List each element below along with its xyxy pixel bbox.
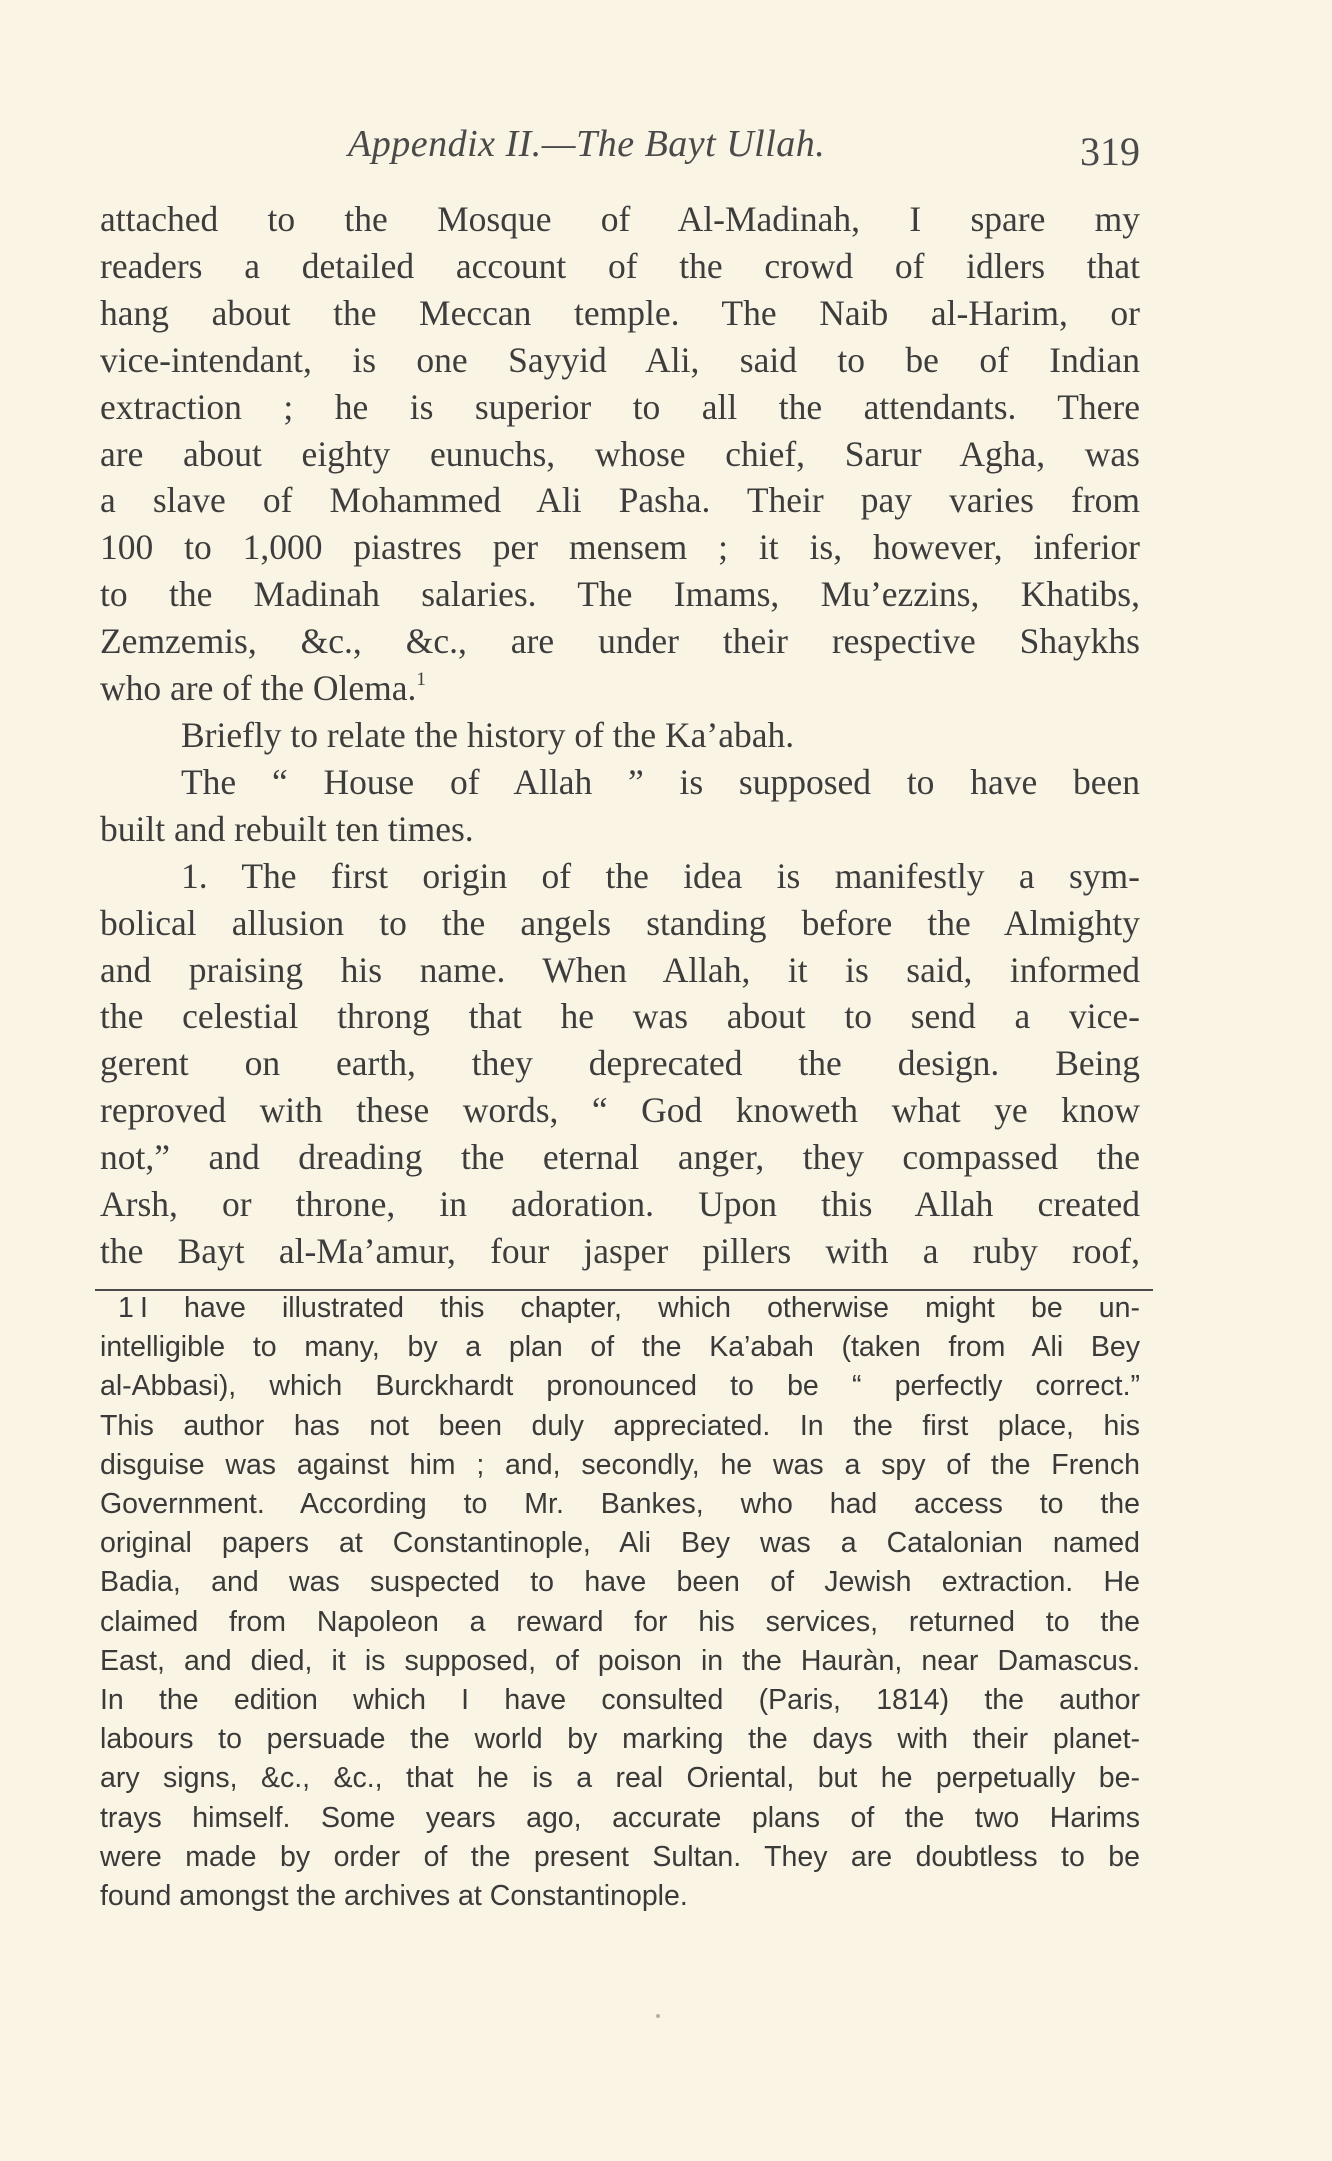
running-head bbox=[100, 122, 1140, 176]
text-line: The “ House of Allah ” is supposed to have been bbox=[181, 761, 1140, 802]
footnote-line: ary signs, &c., &c., that he is a real Oriental, but he perpetually be- bbox=[100, 1762, 1140, 1795]
text-line: built and rebuilt ten times. bbox=[100, 808, 474, 849]
text-line: Zemzemis, &c., &c., are under their respective Shaykhs bbox=[100, 621, 1140, 662]
footnote-line: East, and died, it is supposed, of poison in the Hauràn, near Damascus. bbox=[100, 1644, 1140, 1677]
footnote-line: In the edition which I have consulted (Paris, 1814) the author bbox=[100, 1684, 1140, 1717]
text-line: 100 to 1,000 piastres per mensem ; it is, however, inferior bbox=[100, 527, 1140, 568]
text-line: 1. The first origin of the idea is manifestly a sym- bbox=[181, 855, 1140, 896]
text-line: gerent on earth, they deprecated the design. Being bbox=[100, 1043, 1140, 1084]
paper-speck bbox=[656, 2014, 660, 2018]
footnote-line: labours to persuade the world by marking the days with their planet- bbox=[100, 1723, 1140, 1756]
text-line: the celestial throng that he was about to send a vice- bbox=[100, 996, 1140, 1037]
text-line: attached to the Mosque of Al-Madinah, I spare my bbox=[100, 199, 1140, 239]
text-line: not,” and dreading the eternal anger, they compassed the bbox=[100, 1137, 1140, 1178]
footnote-line-content: I have illustrated this chapter, which otherwise might be un- bbox=[140, 1292, 1140, 1324]
footnote-line: Government. According to Mr. Bankes, who had access to the bbox=[100, 1488, 1140, 1521]
footnote-line: This author has not been duly appreciated. In the first place, his bbox=[100, 1409, 1140, 1442]
footnote-line: found amongst the archives at Constantinople. bbox=[100, 1880, 688, 1913]
text-line: a slave of Mohammed Ali Pasha. Their pay varies from bbox=[100, 480, 1140, 521]
running-title: Appendix II.—The Bayt Ullah. bbox=[348, 123, 826, 165]
text-line: readers a detailed account of the crowd of idlers that bbox=[100, 245, 1140, 286]
footnote-line: intelligible to many, by a plan of the Ka’abah (taken from Ali Bey bbox=[100, 1331, 1140, 1364]
paragraph-4 bbox=[100, 853, 1140, 1275]
paragraph-2: Briefly to relate the history of the Ka’abah. bbox=[181, 714, 795, 755]
text-line bbox=[100, 665, 1140, 712]
footnote-line: were made by order of the present Sultan. They are doubtless to be bbox=[100, 1840, 1140, 1873]
text-line: to the Madinah salaries. The Imams, Mu’ezzins, Khatibs, bbox=[100, 574, 1140, 615]
footnote bbox=[100, 1289, 1140, 1916]
footnote-reference: 1 bbox=[416, 669, 426, 691]
footnote-line: disguise was against him ; and, secondly, he was a spy of the French bbox=[100, 1448, 1140, 1481]
text-line: extraction ; he is superior to all the attendants. There bbox=[100, 386, 1140, 427]
text-line: are about eighty eunuchs, whose chief, Sarur Agha, was bbox=[100, 433, 1140, 474]
paragraph-3 bbox=[100, 759, 1140, 853]
text-line: the Bayt al-Ma’amur, four jasper pillers with a ruby roof, bbox=[100, 1230, 1140, 1271]
footnote-line: al-Abbasi), which Burckhardt pronounced to be “ perfectly correct.” bbox=[100, 1370, 1140, 1403]
paragraph-1 bbox=[100, 196, 1140, 712]
text-line: and praising his name. When Allah, it is said, informed bbox=[100, 949, 1140, 990]
footnote-marker: 1 bbox=[118, 1292, 134, 1324]
footnote-line bbox=[100, 1289, 1140, 1328]
text-line: bolical allusion to the angels standing before the Almighty bbox=[100, 902, 1140, 943]
text-line: vice-intendant, is one Sayyid Ali, said to be of Indian bbox=[100, 339, 1140, 380]
page-number: 319 bbox=[1080, 129, 1140, 174]
text-line: reproved with these words, “ God knoweth what ye know bbox=[100, 1090, 1140, 1131]
footnote-line: claimed from Napoleon a reward for his services, returned to the bbox=[100, 1605, 1140, 1638]
footnote-line: original papers at Constantinople, Ali Bey was a Catalonian named bbox=[100, 1527, 1140, 1560]
text-line-content: who are of the Olema. bbox=[100, 668, 417, 709]
footnote-line: trays himself. Some years ago, accurate plans of the two Harims bbox=[100, 1801, 1140, 1834]
text-line: Arsh, or throne, in adoration. Upon this Allah created bbox=[100, 1184, 1140, 1225]
footnote-line: Badia, and was suspected to have been of Jewish extraction. He bbox=[100, 1566, 1140, 1599]
text-line: hang about the Meccan temple. The Naib al-Harim, or bbox=[100, 292, 1140, 333]
main-text bbox=[100, 196, 1140, 1275]
